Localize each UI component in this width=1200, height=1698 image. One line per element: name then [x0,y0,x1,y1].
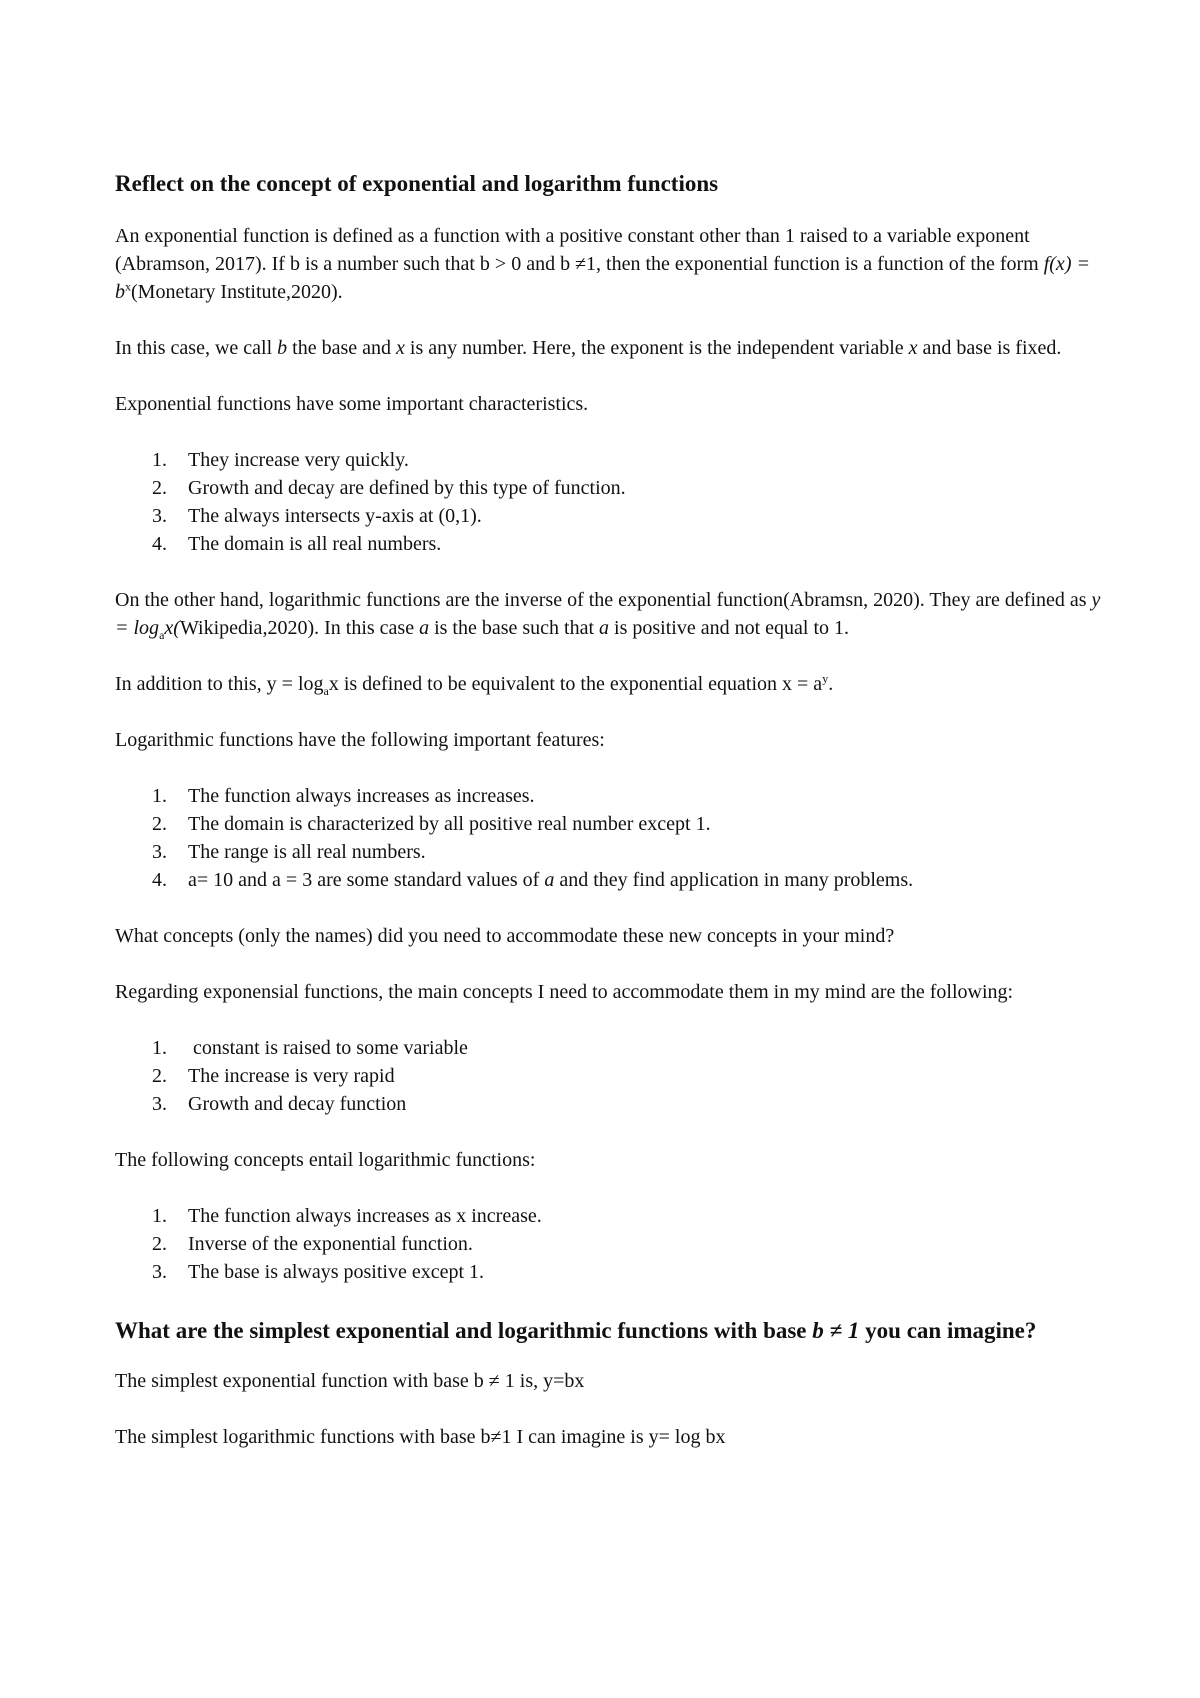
variable-b-neq-1: b ≠ 1 [812,1318,860,1343]
list-item [115,1062,1105,1090]
paragraph-question-concepts: What concepts (only the names) did you need to accommodate these new concepts in your mind? [115,925,895,947]
list-number: 3. [152,841,167,863]
list-text: The always intersects y-axis at (0,1). [188,505,482,527]
text-run: In this case, we call [115,337,278,359]
section-heading-reflect: Reflect on the concept of exponential and logarithm functions [115,171,719,196]
formula-subscript: a [323,684,329,698]
text-run: x is defined to be equivalent to the exponential equation x = a [328,673,823,695]
list-number: 2. [152,813,167,835]
paragraph-exponential-concepts-intro: Regarding exponensial functions, the main concepts I need to accommodate them in my mind are the following: [115,981,1014,1003]
text-run: the base and [287,337,397,359]
text-run: and base is fixed. [917,337,1062,359]
paragraph-logarithm-definition [115,586,1105,642]
formula-subscript: a [159,628,165,642]
text-run: An exponential function is defined as a function with a positive constant other than 1 raised to a variable exponent (Abramson, 2017). If b is a number such that b > 0 and b ≠1, then the exponential function is a function of the form [115,225,1044,275]
list-text: Inverse of the exponential function. [188,1233,473,1255]
text-run: . [828,673,834,695]
paragraph-characteristics-intro: Exponential functions have some important characteristics. [115,393,589,415]
text-run: In addition to this, y = log [115,673,324,695]
text-run: you can imagine? [859,1318,1037,1343]
list-item [115,1258,1105,1286]
text-run: is positive and not equal to 1. [609,617,850,639]
list-logarithm-features [115,782,1105,894]
paragraph-exponential-definition [115,222,1105,306]
list-number: 3. [152,505,167,527]
variable-x: x [908,337,918,359]
text-run: On the other hand, logarithmic functions are the inverse of the exponential function(Abramsn, 2020). They are defined as [115,589,1092,611]
list-item [115,1034,1105,1062]
list-text: The base is always positive except 1. [188,1261,485,1283]
formula-log: y = log [115,589,1101,639]
list-text: The domain is all real numbers. [188,533,442,555]
variable-a: a [599,617,610,639]
formula-log-arg: x( [164,617,180,639]
list-item [115,810,1105,838]
list-item [115,1202,1105,1230]
list-text: The function always increases as increases. [188,785,535,807]
variable-a: a [544,869,555,891]
paragraph-base-explanation [115,334,1105,362]
formula-fx: f(x) = b [115,253,1090,303]
list-number: 3. [152,1261,167,1283]
list-exponential-characteristics [115,446,1105,558]
text-run: is any number. Here, the exponent is the independent variable [404,337,909,359]
list-text: and they find application in many problems. [554,869,914,891]
text-run: Wikipedia,2020). In this case [179,617,420,639]
list-number: 4. [152,869,167,891]
list-item [115,474,1105,502]
document-page [115,170,1105,1479]
paragraph-simplest-exponential: The simplest exponential function with base b ≠ 1 is, y=bx [115,1370,585,1392]
list-text: The function always increases as x increase. [188,1205,542,1227]
paragraph-log-equivalence [115,670,1105,698]
variable-x: x [396,337,405,359]
list-exponential-concepts [115,1034,1105,1118]
list-logarithm-concepts [115,1202,1105,1286]
list-text: They increase very quickly. [188,449,409,471]
list-number: 1. [152,1205,167,1227]
text-run: is the base such that [429,617,600,639]
list-number: 2. [152,1065,167,1087]
list-text: constant is raised to some variable [188,1037,468,1059]
list-text: The increase is very rapid [188,1065,395,1087]
list-text: Growth and decay function [188,1093,407,1115]
paragraph-simplest-logarithmic: The simplest logarithmic functions with base b≠1 I can imagine is y= log bx [115,1426,726,1448]
text-run: What are the simplest exponential and logarithmic functions with base [115,1318,813,1343]
list-number: 1. [152,785,167,807]
list-item [115,866,1105,894]
list-text: a= 10 and a = 3 are some standard values of [188,869,545,891]
list-item [115,838,1105,866]
list-text: The domain is characterized by all positive real number except 1. [188,813,711,835]
formula-exponent: y [822,671,829,686]
list-number: 1. [152,449,167,471]
paragraph-log-concepts-intro: The following concepts entail logarithmic functions: [115,1149,536,1171]
list-item [115,446,1105,474]
list-number: 4. [152,533,167,555]
list-item [115,530,1105,558]
list-text: The range is all real numbers. [188,841,426,863]
variable-b: b [277,337,288,359]
list-number: 3. [152,1093,167,1115]
list-number: 2. [152,1233,167,1255]
formula-exponent: x [125,279,131,294]
paragraph-log-features-intro: Logarithmic functions have the following important features: [115,729,605,751]
list-item [115,1090,1105,1118]
list-text: Growth and decay are defined by this type of function. [188,477,626,499]
list-item [115,782,1105,810]
variable-a: a [419,617,430,639]
section-heading-simplest-functions [115,1314,1105,1347]
list-item [115,502,1105,530]
list-number: 1. [152,1037,167,1059]
citation: (Monetary Institute,2020). [131,281,343,303]
list-item [115,1230,1105,1258]
list-number: 2. [152,477,167,499]
